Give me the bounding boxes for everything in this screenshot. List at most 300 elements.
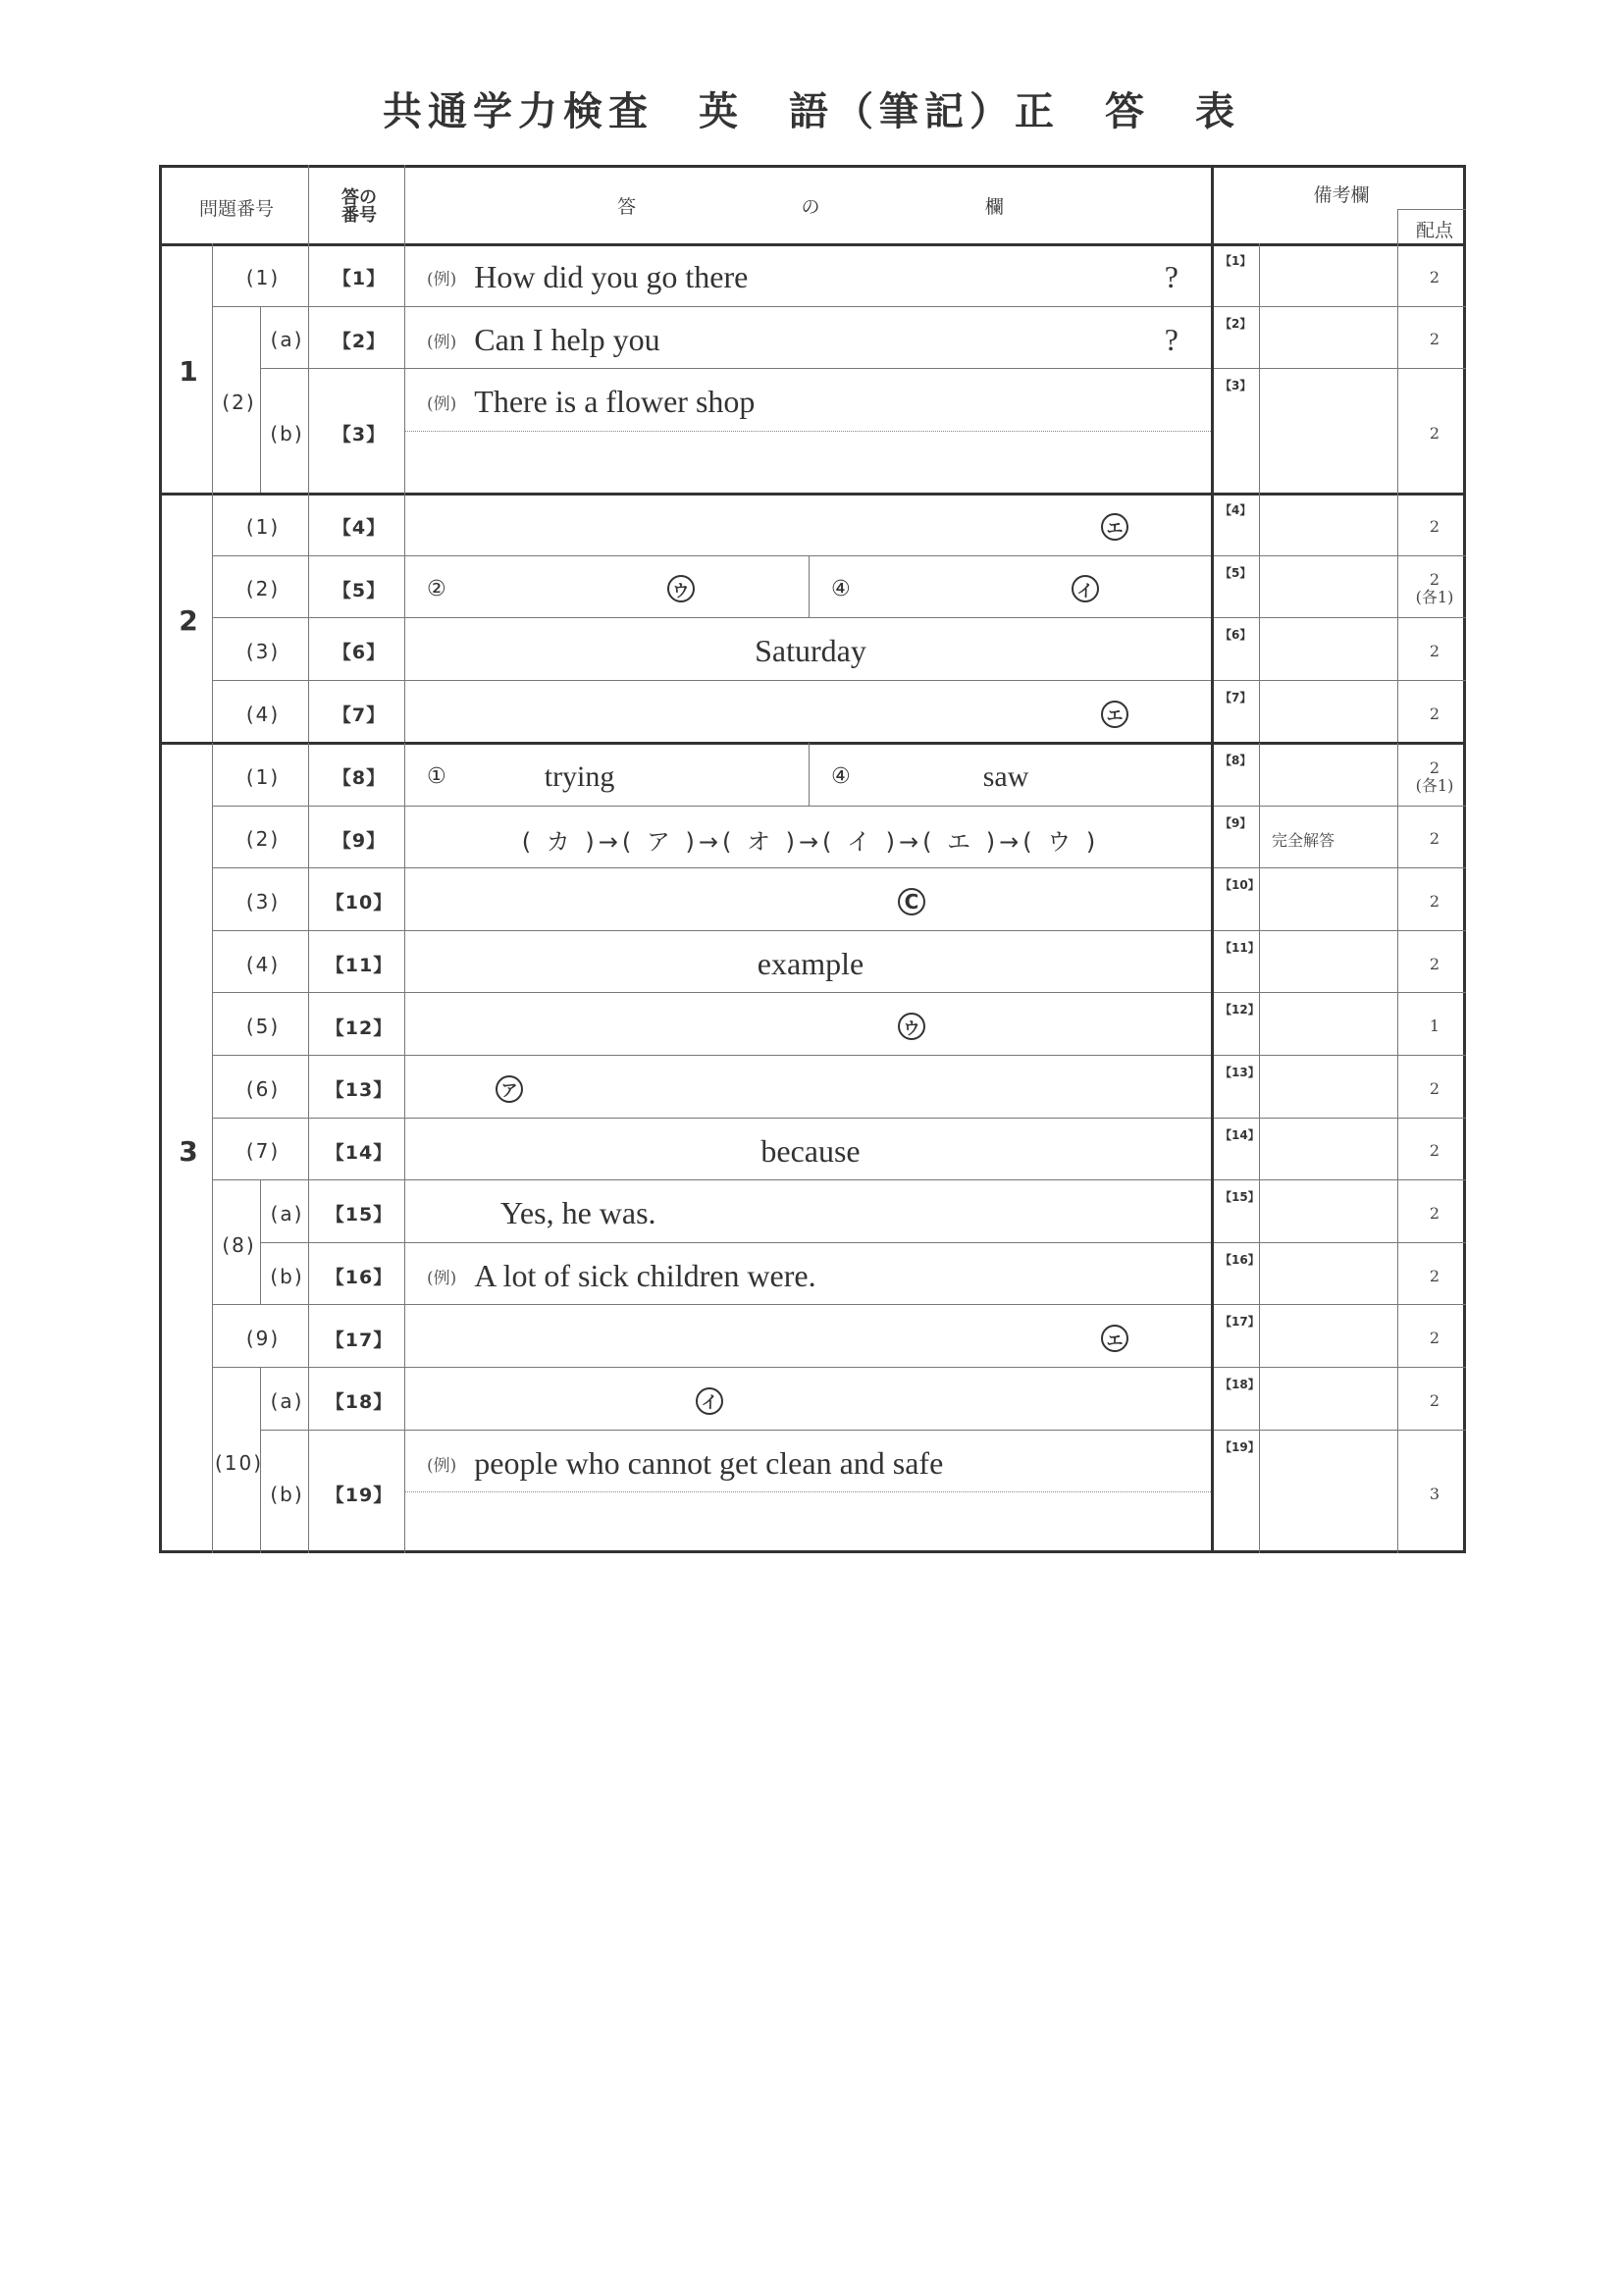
choice-circle-icon: C	[898, 888, 925, 915]
question-number	[215, 870, 311, 933]
remark-cell	[1262, 558, 1400, 621]
question-number-label: (6)	[245, 1076, 281, 1101]
row-divider	[1397, 209, 1466, 210]
answer-text: Saturday	[755, 633, 866, 669]
remark-number	[1214, 995, 1262, 1058]
row-divider	[212, 1055, 1466, 1056]
column-divider	[404, 165, 405, 243]
answer-cell	[407, 558, 812, 621]
row-divider	[212, 806, 1466, 807]
points-cell	[1400, 496, 1469, 558]
points-cell	[1400, 809, 1469, 871]
answer-cell	[407, 933, 1214, 996]
points-value: 3	[1429, 1484, 1440, 1503]
points-cell	[1400, 371, 1469, 496]
choice-circle-icon: ア	[496, 1075, 523, 1103]
column-divider	[308, 243, 309, 493]
column-divider	[1259, 243, 1260, 493]
answer-cell	[407, 246, 1214, 309]
question-number	[215, 995, 311, 1058]
answer-cell	[407, 620, 1214, 683]
answer-part-mark: ①	[427, 764, 446, 790]
points-cell	[1400, 246, 1469, 309]
answer-number	[311, 746, 407, 809]
answer-cell	[407, 1307, 1214, 1370]
answer-word: trying	[544, 759, 615, 793]
question-number-label: (1)	[245, 514, 281, 539]
row-divider	[212, 1304, 1466, 1305]
points-value: 2	[1429, 1203, 1440, 1223]
column-divider	[809, 743, 810, 806]
question-number	[215, 1182, 263, 1307]
remark-number	[1214, 371, 1262, 496]
points-value: 2	[1429, 330, 1440, 349]
points-cell	[1400, 1245, 1469, 1308]
remark-number-label: 【4】	[1220, 503, 1252, 517]
answer-number-label: 【12】	[325, 1017, 393, 1039]
answer-number-label: 【13】	[325, 1079, 393, 1102]
column-divider	[1211, 743, 1214, 1553]
row-divider	[212, 1179, 1466, 1180]
column-divider	[404, 743, 405, 1553]
answer-number	[311, 1182, 407, 1245]
answer-line-dotted	[404, 431, 1211, 432]
remark-number	[1214, 1058, 1262, 1121]
answer-number-label: 【17】	[325, 1329, 393, 1351]
question-number	[215, 309, 263, 496]
remark-cell	[1262, 371, 1400, 496]
points-cell	[1400, 1307, 1469, 1370]
answer-number-label: 【9】	[332, 829, 387, 852]
question-number-label: (1)	[245, 764, 281, 789]
answer-cell	[407, 1433, 1214, 1495]
sequence-item: ア	[646, 827, 674, 856]
sub-question-number	[263, 1182, 311, 1245]
remark-number-label: 【19】	[1220, 1439, 1260, 1454]
sub-question-label: (b)	[270, 1482, 304, 1506]
points-cell	[1400, 746, 1469, 809]
answer-text: A lot of sick children were.	[474, 1258, 816, 1294]
question-number	[215, 1370, 263, 1556]
sub-question-number	[263, 309, 311, 372]
answer-number-label: 【8】	[332, 767, 387, 790]
points-cell	[1400, 1058, 1469, 1121]
answer-number-label: 【15】	[325, 1204, 393, 1226]
header-question-number	[162, 168, 311, 246]
points-value: 2	[1429, 267, 1440, 287]
sequence-item: オ	[746, 827, 774, 856]
remark-number-label: 【18】	[1220, 1378, 1260, 1391]
remark-number	[1214, 933, 1262, 996]
example-label: (例)	[427, 1269, 457, 1289]
points-value: 2	[1429, 1141, 1440, 1161]
answer-text: There is a flower shop	[474, 384, 756, 420]
question-number-label: (2)	[245, 827, 281, 852]
answer-number	[311, 995, 407, 1058]
answer-number	[311, 1307, 407, 1370]
choice-circle-icon: エ	[1101, 701, 1128, 728]
points-cell	[1400, 683, 1469, 746]
column-divider	[1211, 165, 1214, 243]
answer-text: example	[757, 946, 864, 982]
answer-cell	[407, 1245, 1214, 1308]
points-value: 2	[1429, 641, 1440, 660]
answer-number-label: 【4】	[332, 517, 387, 540]
header-answer-number	[311, 168, 407, 246]
question-number-label: (10)	[214, 1451, 264, 1475]
remark-cell	[1262, 496, 1400, 558]
sub-question-number	[263, 371, 311, 496]
remark-cell	[1262, 995, 1400, 1058]
header-points-label: 配点	[1415, 220, 1453, 241]
column-divider	[404, 493, 405, 742]
answer-part-mark: ④	[831, 576, 851, 601]
header-answer-number-line2: 番号	[341, 205, 377, 226]
question-number-label: (2)	[245, 577, 281, 601]
answer-number	[311, 620, 407, 683]
remark-number-label: 【9】	[1220, 815, 1252, 830]
answer-text: Can I help you	[474, 321, 660, 357]
remark-number-label: 【12】	[1220, 1003, 1260, 1018]
choice-circle-icon: ウ	[898, 1013, 925, 1040]
answer-part-mark: ④	[831, 764, 851, 790]
sub-question-label: (a)	[270, 1201, 304, 1226]
answer-number-label: 【16】	[325, 1267, 393, 1289]
points-value: 2	[1429, 1390, 1440, 1410]
remark-text: 完全解答	[1272, 830, 1335, 850]
sequence-item: エ	[947, 827, 975, 856]
answer-cell	[812, 746, 1214, 809]
answer-word: saw	[982, 759, 1029, 793]
question-number-label: (4)	[245, 952, 281, 976]
section-number	[162, 496, 215, 745]
points-value: 2	[1429, 954, 1440, 973]
example-label: (例)	[427, 1455, 457, 1476]
points-cell	[1400, 1433, 1469, 1556]
column-divider	[1259, 493, 1260, 742]
sequence-item: イ	[847, 827, 875, 856]
answer-cell	[407, 809, 1214, 871]
choice-circle-icon: イ	[1072, 575, 1099, 602]
answer-cell	[407, 1370, 1214, 1433]
header-remarks-label: 備考欄	[1313, 184, 1370, 206]
points-value: 2	[1429, 704, 1440, 723]
question-number	[215, 620, 311, 683]
question-number	[215, 809, 311, 871]
answer-number	[311, 683, 407, 746]
column-divider	[260, 1367, 261, 1553]
column-divider	[1211, 243, 1214, 493]
column-divider	[260, 306, 261, 494]
remark-number	[1214, 1433, 1262, 1556]
question-number-label: (2)	[222, 390, 256, 414]
answer-number-label: 【1】	[332, 268, 387, 290]
answer-number	[311, 870, 407, 933]
answer-number-label: 【2】	[332, 330, 387, 352]
choice-circle-icon: エ	[1101, 513, 1128, 541]
column-divider	[1397, 493, 1398, 742]
question-number	[215, 1307, 311, 1370]
remark-number	[1214, 1370, 1262, 1433]
section-number-label: 1	[179, 354, 198, 388]
remark-number	[1214, 1245, 1262, 1308]
answer-number-label: 【6】	[332, 642, 387, 664]
row-divider	[212, 1118, 1466, 1119]
question-number-label: (3)	[245, 639, 281, 663]
answer-text: Yes, he was.	[500, 1195, 656, 1231]
question-number-label: (8)	[222, 1232, 256, 1257]
section-number-label: 3	[179, 1134, 198, 1168]
column-divider	[1259, 743, 1260, 1553]
points-value: 2	[1429, 891, 1440, 911]
remark-number-label: 【3】	[1220, 379, 1252, 393]
question-number	[215, 496, 311, 558]
answer-part-mark: ②	[427, 576, 446, 601]
header-answer-number-label	[341, 189, 377, 225]
answer-line-dotted	[404, 1491, 1211, 1492]
remark-cell	[1262, 620, 1400, 683]
column-divider	[1397, 743, 1398, 1553]
column-divider	[212, 243, 213, 493]
answer-cell	[407, 1058, 1214, 1121]
sub-question-label: (b)	[270, 1264, 304, 1288]
remark-number	[1214, 309, 1262, 372]
header-answer-column	[407, 168, 1214, 246]
remark-number-label: 【16】	[1220, 1252, 1260, 1267]
answer-number	[311, 1245, 407, 1308]
points-note: (各1)	[1415, 775, 1454, 795]
remark-number-label: 【5】	[1220, 565, 1252, 580]
points-cell	[1400, 933, 1469, 996]
question-mark: ?	[1164, 259, 1178, 295]
remark-cell	[1262, 1433, 1400, 1556]
section-number	[162, 746, 215, 1556]
remark-number	[1214, 683, 1262, 746]
row-divider	[212, 680, 1466, 681]
answer-number-label: 【7】	[332, 704, 387, 727]
remark-cell	[1262, 933, 1400, 996]
answer-number-label: 【10】	[325, 892, 393, 914]
points-value: 2	[1429, 516, 1440, 536]
points-value: 2	[1429, 570, 1440, 590]
points-cell	[1400, 1182, 1469, 1245]
points-value: 2	[1429, 1266, 1440, 1285]
question-number	[215, 683, 311, 746]
remark-number	[1214, 1182, 1262, 1245]
question-number-label: (7)	[245, 1139, 281, 1164]
points-value: 2	[1429, 829, 1440, 849]
section-number	[162, 246, 215, 496]
question-number	[215, 1121, 311, 1183]
sub-question-number	[263, 1433, 311, 1556]
answer-table	[159, 165, 1466, 1553]
remark-number	[1214, 746, 1262, 809]
page-title: 共通学力検査 英 語（筆記）正 答 表	[383, 89, 1240, 134]
remark-cell	[1262, 246, 1400, 309]
question-number	[215, 558, 311, 621]
ordering-sequence: ( カ )→( ア )→( オ )→( イ )→( エ )→( ウ )	[521, 827, 1100, 856]
column-divider	[1397, 209, 1398, 243]
remark-cell	[1262, 870, 1400, 933]
answer-cell	[407, 995, 1214, 1058]
row-divider	[212, 930, 1466, 931]
points-cell	[1400, 1370, 1469, 1433]
row-divider	[212, 867, 1466, 868]
points-cell	[1400, 620, 1469, 683]
remark-number-label: 【17】	[1220, 1315, 1260, 1330]
header-question-number-label: 問題番号	[198, 197, 274, 220]
example-label: (例)	[427, 270, 457, 290]
remark-number-label: 【13】	[1220, 1066, 1260, 1079]
sequence-item: カ	[546, 827, 574, 856]
remark-number-label: 【10】	[1220, 878, 1260, 893]
header-answer-column-char: 答	[617, 196, 637, 218]
row-divider	[212, 617, 1466, 618]
column-divider	[308, 493, 309, 742]
points-value: 2	[1429, 757, 1440, 777]
points-cell	[1400, 558, 1469, 621]
answer-number	[311, 1121, 407, 1183]
question-number	[215, 933, 311, 996]
answer-number	[311, 309, 407, 372]
sub-question-number	[263, 1245, 311, 1308]
column-divider	[212, 743, 213, 1553]
answer-number	[311, 1433, 407, 1556]
column-divider	[1397, 243, 1398, 493]
remark-number-label: 【1】	[1220, 254, 1252, 268]
question-number-label: (4)	[245, 702, 281, 726]
remark-number	[1214, 620, 1262, 683]
remark-number	[1214, 246, 1262, 309]
points-value: 1	[1429, 1017, 1440, 1036]
section-number-label: 2	[179, 603, 198, 637]
remark-cell	[1262, 683, 1400, 746]
sub-question-label: (a)	[270, 328, 304, 352]
answer-cell	[812, 558, 1214, 621]
points-value: 2	[1429, 423, 1440, 443]
remark-number	[1214, 496, 1262, 558]
answer-number-label: 【19】	[325, 1485, 393, 1507]
remark-cell	[1262, 1370, 1400, 1433]
answer-cell	[407, 309, 1214, 372]
answer-text: because	[760, 1132, 861, 1169]
remark-cell	[1262, 1182, 1400, 1245]
remark-number	[1214, 870, 1262, 933]
example-label: (例)	[427, 332, 457, 352]
remark-number	[1214, 558, 1262, 621]
points-cell	[1400, 1121, 1469, 1183]
row-divider	[212, 1367, 1466, 1368]
row-divider	[159, 742, 1466, 745]
remark-cell	[1262, 1307, 1400, 1370]
answer-number	[311, 371, 407, 496]
header-points	[1400, 212, 1469, 246]
question-number-label: (1)	[245, 265, 281, 289]
answer-cell	[407, 371, 1214, 434]
question-number-label: (5)	[245, 1015, 281, 1039]
points-cell	[1400, 870, 1469, 933]
question-number	[215, 746, 311, 809]
points-cell	[1400, 995, 1469, 1058]
column-divider	[404, 243, 405, 493]
remark-number-label: 【2】	[1220, 316, 1252, 331]
answer-number-label: 【18】	[325, 1391, 393, 1414]
answer-cell	[407, 683, 1214, 746]
sequence-item: ウ	[1047, 827, 1075, 856]
remark-cell	[1262, 1058, 1400, 1121]
answer-number	[311, 1370, 407, 1433]
sub-question-number	[263, 1370, 311, 1433]
remark-cell	[1262, 809, 1400, 871]
answer-number-label: 【3】	[332, 424, 387, 446]
answer-number	[311, 933, 407, 996]
answer-number-label: 【14】	[325, 1141, 393, 1164]
answer-number-label: 【11】	[325, 955, 393, 977]
column-divider	[308, 165, 309, 243]
question-number	[215, 246, 311, 309]
header-answer-column-char: 欄	[984, 196, 1004, 218]
answer-number	[311, 496, 407, 558]
points-cell	[1400, 309, 1469, 372]
remark-cell	[1262, 309, 1400, 372]
remark-number	[1214, 809, 1262, 871]
question-number	[215, 1058, 311, 1121]
header-answer-column-char: の	[801, 196, 820, 218]
remark-number-label: 【6】	[1220, 628, 1252, 643]
column-divider	[1211, 493, 1214, 742]
answer-text: people who cannot get clean and safe	[474, 1444, 944, 1481]
column-divider	[308, 743, 309, 1553]
answer-number	[311, 1058, 407, 1121]
answer-number	[311, 809, 407, 871]
remark-number-label: 【8】	[1220, 754, 1252, 767]
remark-cell	[1262, 746, 1400, 809]
row-divider	[212, 306, 1466, 307]
choice-circle-icon: イ	[696, 1387, 723, 1415]
answer-text: How did you go there	[474, 259, 749, 295]
header-answer-number-line1: 答の	[341, 187, 377, 208]
points-note: (各1)	[1415, 588, 1454, 607]
example-label: (例)	[427, 394, 457, 415]
sub-question-label: (a)	[270, 1388, 304, 1413]
sub-question-label: (b)	[270, 421, 304, 445]
remark-number	[1214, 1307, 1262, 1370]
answer-number	[311, 246, 407, 309]
question-number-label: (9)	[245, 1327, 281, 1351]
points-value: 2	[1429, 1329, 1440, 1348]
remark-cell	[1262, 1245, 1400, 1308]
choice-circle-icon: エ	[1101, 1325, 1128, 1352]
answer-cell	[407, 1182, 1214, 1245]
remark-number-label: 【14】	[1220, 1127, 1260, 1142]
remark-number-label: 【11】	[1220, 940, 1260, 955]
column-divider	[809, 555, 810, 618]
answer-number-label: 【5】	[332, 579, 387, 601]
row-divider	[212, 992, 1466, 993]
answer-cell	[407, 1121, 1214, 1183]
points-value: 2	[1429, 1078, 1440, 1098]
question-mark: ?	[1164, 321, 1178, 357]
answer-cell	[407, 746, 812, 809]
remark-cell	[1262, 1121, 1400, 1183]
remark-number-label: 【15】	[1220, 1190, 1260, 1205]
choice-circle-icon: ウ	[667, 575, 695, 602]
remark-number	[1214, 1121, 1262, 1183]
answer-cell	[407, 496, 1214, 558]
answer-cell	[407, 870, 1214, 933]
answer-number	[311, 558, 407, 621]
question-number-label: (3)	[245, 889, 281, 913]
